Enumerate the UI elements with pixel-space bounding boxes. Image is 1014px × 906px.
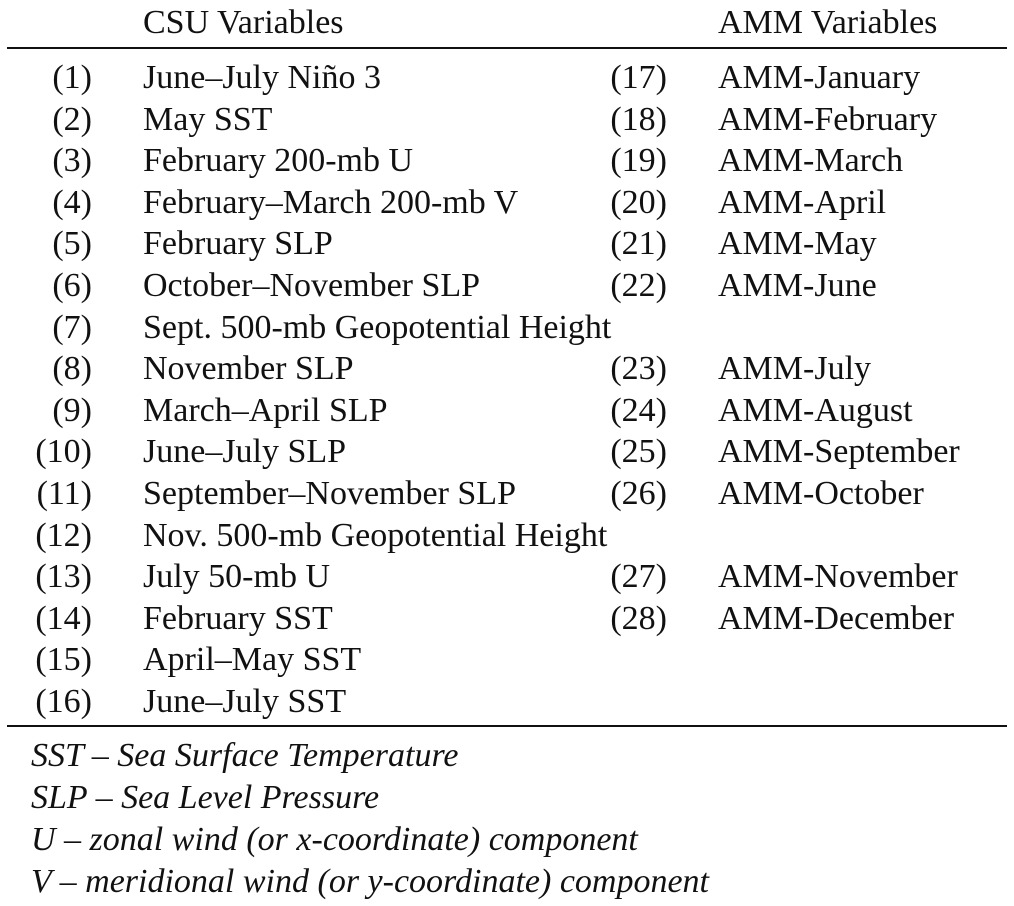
amm-number: (21): [610, 225, 667, 262]
abbreviation-note: U – zonal wind (or x-coordinate) component: [31, 821, 638, 858]
csu-number: (1): [52, 59, 92, 96]
csu-number: (5): [52, 225, 92, 262]
amm-number: (17): [610, 59, 667, 96]
amm-variable: AMM-August: [718, 392, 913, 429]
amm-variable: AMM-March: [718, 142, 904, 179]
csu-variable: July 50-mb U: [143, 558, 330, 595]
csu-variable: Sept. 500-mb Geopotential Height: [143, 309, 612, 346]
abbreviation-note: V – meridional wind (or y-coordinate) component: [31, 863, 710, 900]
csu-variable: February SST: [143, 600, 333, 637]
csu-number: (15): [35, 641, 92, 678]
csu-variable: September–November SLP: [143, 475, 516, 512]
amm-variable: AMM-May: [718, 225, 877, 262]
abbreviation-note: SST – Sea Surface Temperature: [31, 737, 459, 774]
amm-number: (28): [610, 600, 667, 637]
csu-number: (3): [52, 142, 92, 179]
csu-variable: October–November SLP: [143, 267, 481, 304]
amm-number: (20): [610, 184, 667, 221]
csu-number: (2): [52, 101, 92, 138]
csu-number: (11): [36, 475, 92, 512]
top-rule: [7, 47, 1007, 49]
csu-number: (16): [35, 683, 92, 720]
amm-number: (26): [610, 475, 667, 512]
amm-number: (25): [610, 433, 667, 470]
csu-number: (8): [52, 350, 92, 387]
csu-variable: February SLP: [143, 225, 333, 262]
csu-number: (12): [35, 517, 92, 554]
csu-variable: March–April SLP: [143, 392, 388, 429]
csu-variable: June–July Niño 3: [143, 59, 381, 96]
csu-number: (4): [52, 184, 92, 221]
csu-number: (7): [52, 309, 92, 346]
csu-number: (6): [52, 267, 92, 304]
abbreviation-note: SLP – Sea Level Pressure: [31, 779, 380, 816]
amm-variable: AMM-January: [718, 59, 921, 96]
amm-number: (23): [610, 350, 667, 387]
amm-variable: AMM-October: [718, 475, 924, 512]
csu-variable: February–March 200-mb V: [143, 184, 519, 221]
amm-variable: AMM-February: [718, 101, 938, 138]
amm-variable: AMM-September: [718, 433, 960, 470]
csu-variable: June–July SLP: [143, 433, 347, 470]
csu-variable: February 200-mb U: [143, 142, 414, 179]
amm-number: (19): [610, 142, 667, 179]
amm-number: (27): [610, 558, 667, 595]
csu-number: (10): [35, 433, 92, 470]
csu-variable: November SLP: [143, 350, 354, 387]
amm-variable: AMM-July: [718, 350, 872, 387]
csu-number: (14): [35, 600, 92, 637]
csu-number: (13): [35, 558, 92, 595]
csu-header: CSU Variables: [143, 4, 344, 41]
amm-variable: AMM-June: [718, 267, 877, 304]
csu-variable: Nov. 500-mb Geopotential Height: [143, 517, 608, 554]
amm-variable: AMM-November: [718, 558, 958, 595]
amm-header: AMM Variables: [718, 4, 938, 41]
amm-variable: AMM-April: [718, 184, 887, 221]
bottom-rule: [7, 725, 1007, 727]
amm-number: (24): [610, 392, 667, 429]
csu-number: (9): [52, 392, 92, 429]
amm-variable: AMM-December: [718, 600, 955, 637]
csu-variable: June–July SST: [143, 683, 347, 720]
amm-number: (22): [610, 267, 667, 304]
csu-variable: April–May SST: [143, 641, 362, 678]
amm-number: (18): [610, 101, 667, 138]
csu-variable: May SST: [143, 101, 273, 138]
